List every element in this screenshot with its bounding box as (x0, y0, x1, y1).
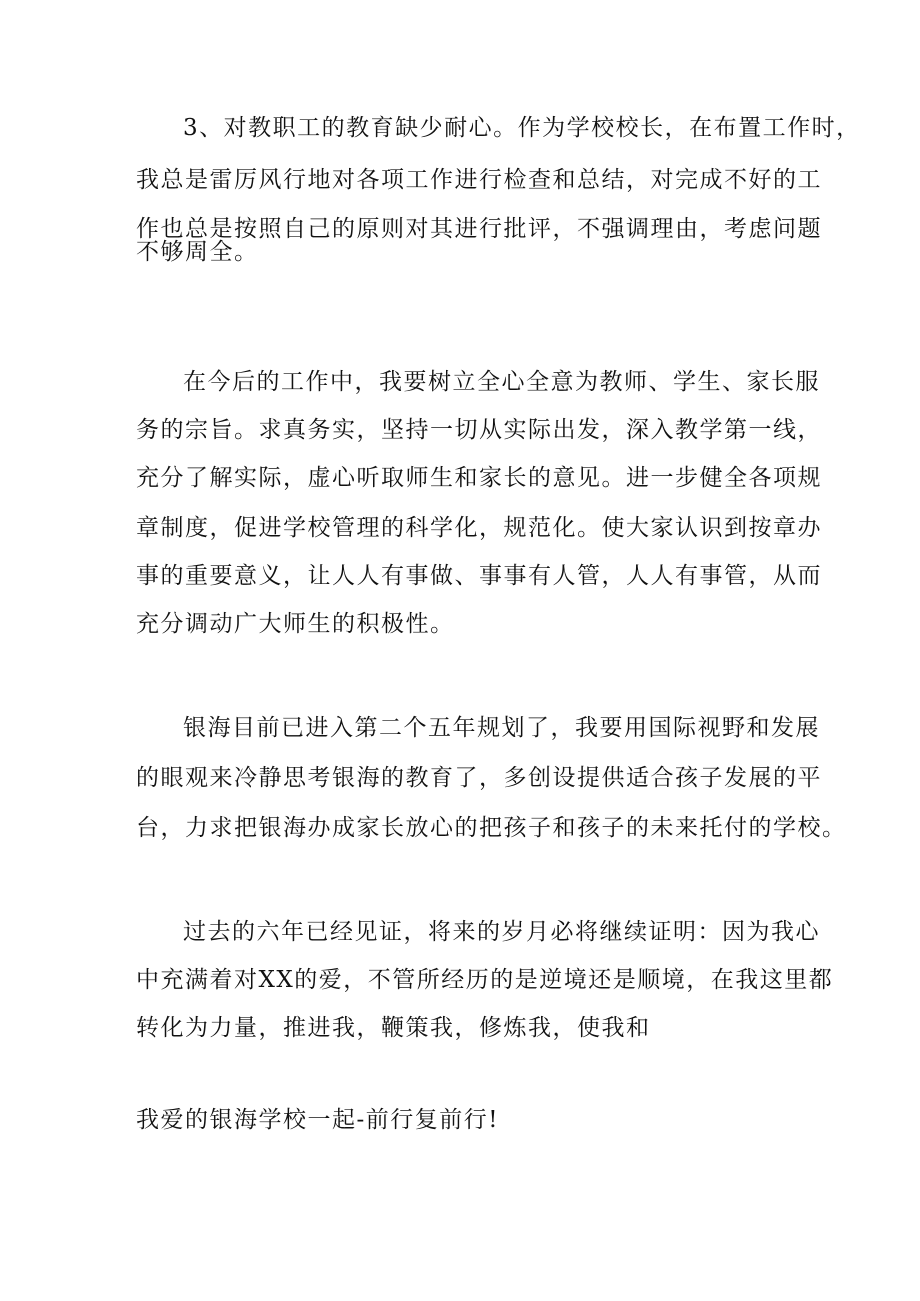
text-line: 务的宗旨。求真务实，坚持一切从实际出发，深入教学第一线， (136, 417, 822, 443)
text-line: 充分调动广大师生的积极性。 (136, 611, 455, 637)
text-line: 中充满着对XX的爱，不管所经历的是逆境还是顺境，在我这里都 (136, 967, 834, 993)
text-line: 我爱的银海学校一起-前行复前行! (136, 1107, 500, 1133)
text-line: 不够周全。 (136, 239, 259, 265)
text-line: 充分了解实际，虚心听取师生和家长的意见。进一步健全各项规 (136, 465, 822, 491)
text-line: 过去的六年已经见证，将来的岁月必将继续证明：因为我心 (183, 919, 820, 945)
text-line: 章制度，促进学校管理的科学化，规范化。使大家认识到按章办 (136, 515, 822, 541)
text-line: 台，力求把银海办成家长放心的把孩子和孩子的未来托付的学校。 (136, 815, 847, 841)
text-line: 的眼观来冷静思考银海的教育了，多创设提供适合孩子发展的平 (136, 765, 822, 791)
text-line: 我总是雷厉风行地对各项工作进行检查和总结，对完成不好的工 (136, 167, 822, 193)
text-line: 银海目前已进入第二个五年规划了，我要用国际视野和发展 (183, 715, 820, 741)
text-line: 作也总是按照自己的原则对其进行批评，不强调理由，考虑问题 (136, 216, 822, 242)
text-line: 3、对教职工的教育缺少耐心。作为学校校长，在布置工作时， (183, 115, 861, 141)
text-line: 转化为力量，推进我，鞭策我，修炼我，使我和 (136, 1015, 651, 1041)
text-line: 事的重要意义，让人人有事做、事事有人管，人人有事管，从而 (136, 563, 822, 589)
text-line: 在今后的工作中，我要树立全心全意为教师、学生、家长服 (183, 369, 820, 395)
